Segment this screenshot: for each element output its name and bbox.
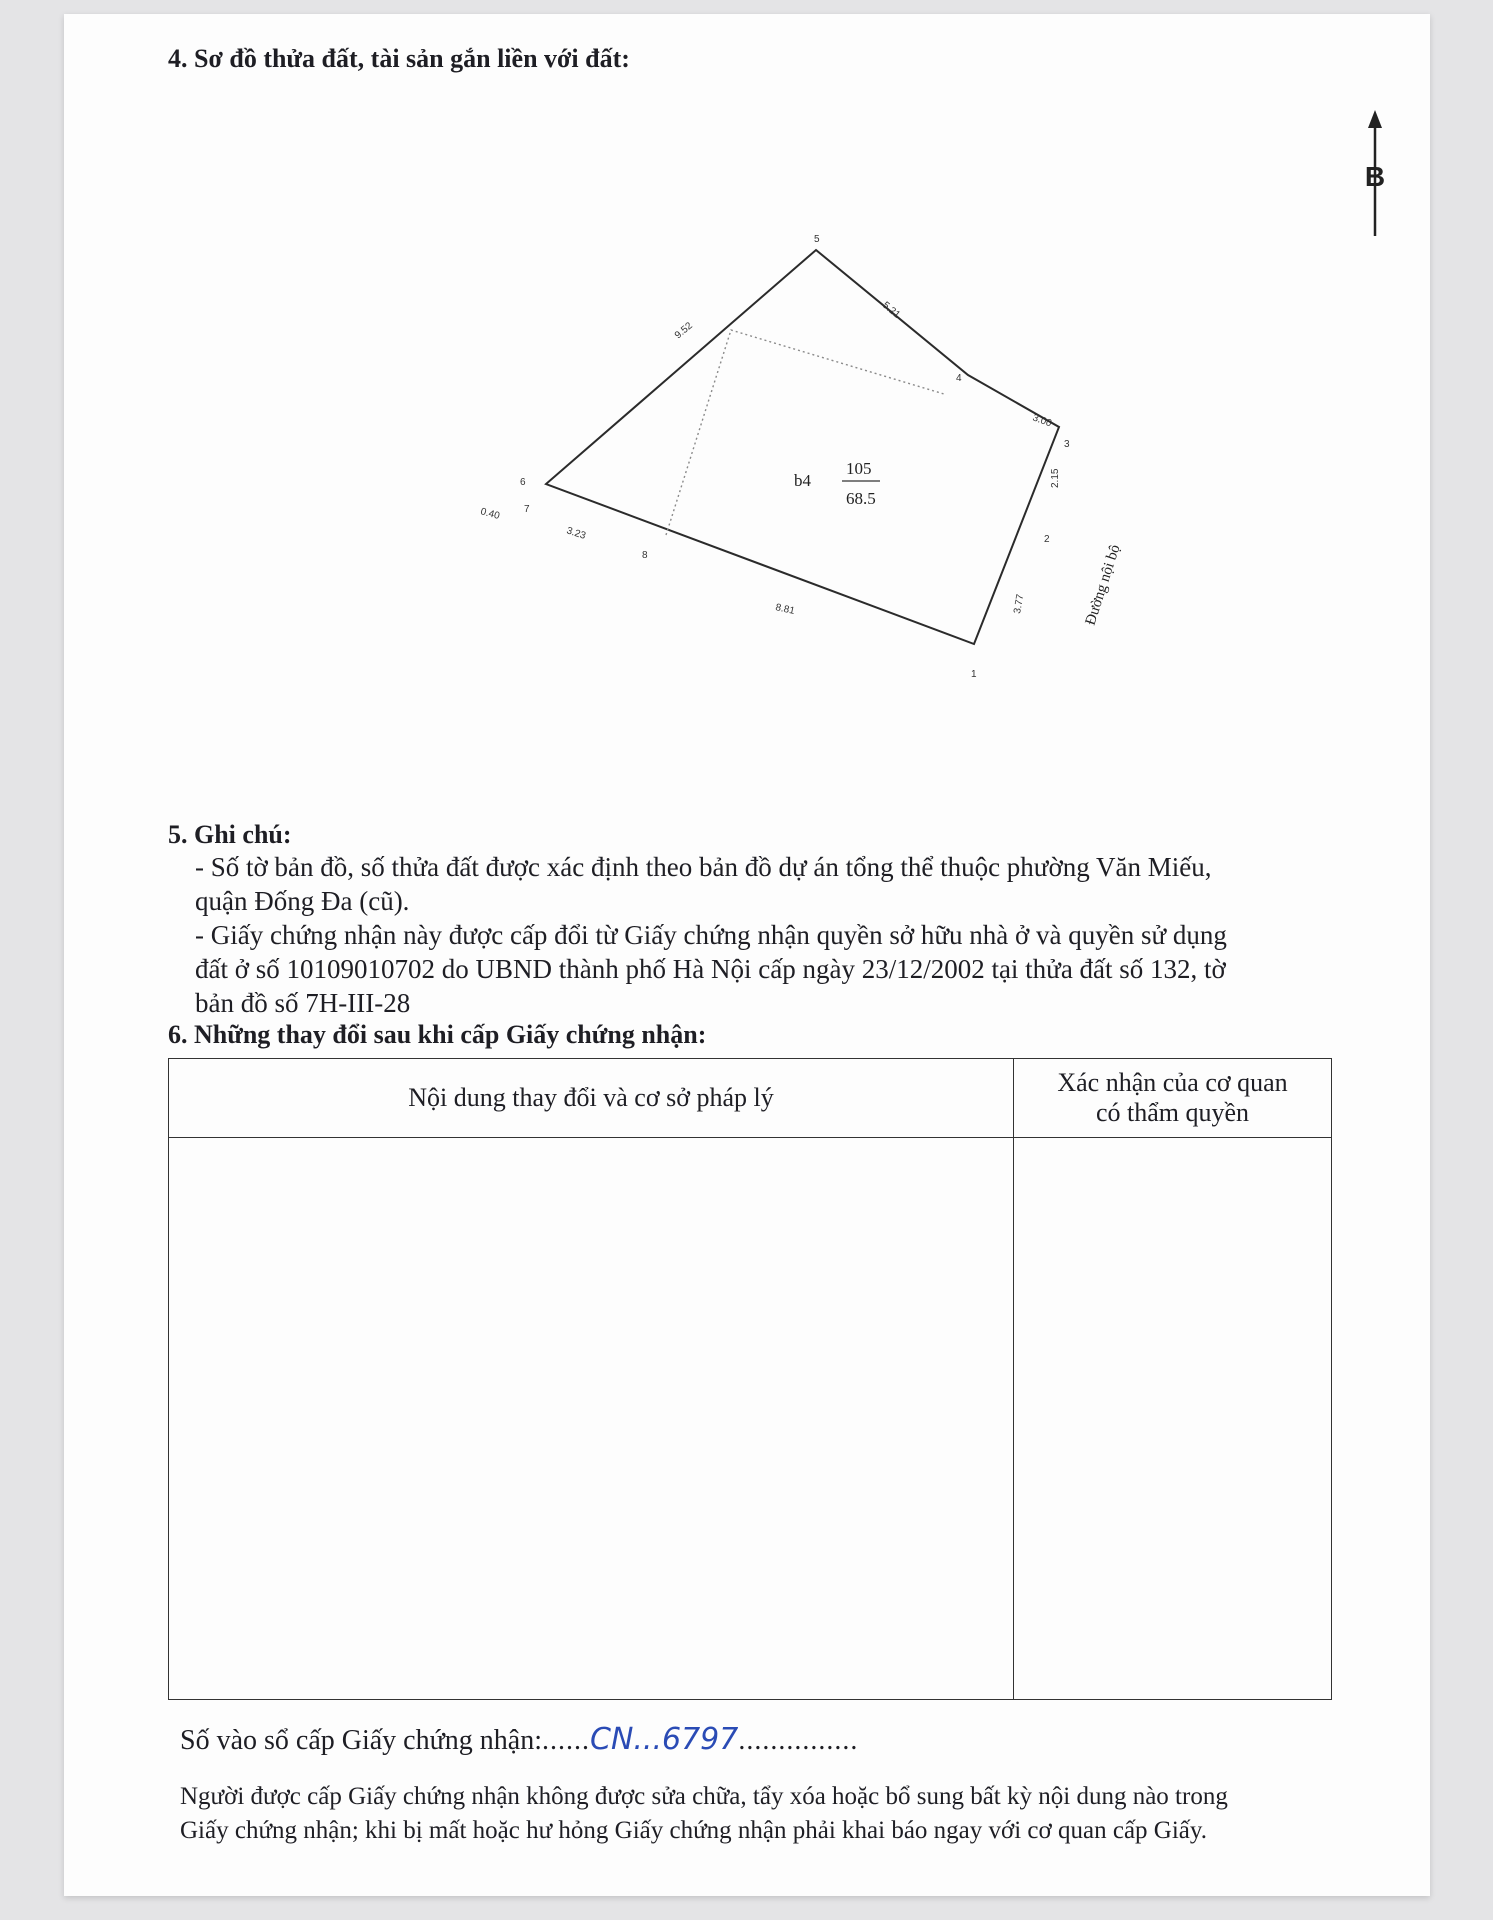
column-header-confirmation [1014, 1059, 1332, 1138]
edge-5-4: 5.21 [880, 299, 903, 321]
north-arrow [1365, 110, 1385, 236]
point-7: 7 [524, 504, 530, 515]
edge-8-7: 3.23 [565, 525, 587, 542]
land-plot-diagram [64, 14, 1430, 774]
section6-title: 6. Những thay đổi sau khi cấp Giấy chứng nhận: [168, 1020, 707, 1049]
plot-boundary [546, 250, 1059, 644]
parcel-label: b4 [794, 471, 811, 490]
point-6: 6 [520, 477, 526, 488]
edge-2-1: 3.77 [1012, 593, 1027, 615]
point-4: 4 [956, 373, 962, 384]
confirmation-cell [1014, 1138, 1332, 1700]
edge-7-6: 0.40 [479, 506, 501, 522]
column-header-changes: Nội dung thay đổi và cơ sở pháp lý [169, 1059, 1014, 1138]
warning-line-1: Người được cấp Giấy chứng nhận không được sửa chữa, tẩy xóa hoặc bổ sung bất kỳ nội dung nào trong [180, 1783, 1228, 1810]
parcel-number: 105 [846, 459, 872, 478]
note-line: - Giấy chứng nhận này được cấp đổi từ Giấy chứng nhận quyền sở hữu nhà ở và quyền sử dụng [195, 920, 1227, 950]
edge-3-2: 2.15 [1050, 468, 1061, 488]
section5-title: 5. Ghi chú: [168, 820, 292, 849]
building-outline [666, 330, 944, 535]
note-line: - Số tờ bản đồ, số thửa đất được xác định theo bản đồ dự án tổng thể thuộc phường Văn Miếu, [195, 852, 1212, 882]
edge-4-3: 3.00 [1030, 412, 1054, 430]
registration-dots-after: ............... [738, 1725, 859, 1756]
edge-1-8: 8.81 [774, 602, 796, 617]
col2-line2: có thẩm quyền [1095, 1098, 1250, 1127]
north-label: B [1364, 161, 1386, 192]
notes-block [195, 850, 1345, 1020]
changes-table [168, 1058, 1332, 1700]
edge-5-6: 9.52 [672, 320, 695, 342]
registration-dots-before: ...... [542, 1725, 590, 1756]
registration-number: CN...6797 [590, 1722, 739, 1757]
warning-note [180, 1780, 1340, 1848]
note-line: đất ở số 10109010702 do UBND thành phố Hà Nội cấp ngày 23/12/2002 tại thửa đất số 132, tờ [195, 954, 1226, 984]
parcel-area: 68.5 [846, 489, 876, 508]
note-line: quận Đống Đa (cũ). [195, 886, 410, 916]
section4-title: 4. Sơ đồ thửa đất, tài sản gắn liền với đất: [168, 44, 630, 73]
point-2: 2 [1044, 534, 1050, 545]
changes-cell [169, 1138, 1014, 1700]
warning-line-2: Giấy chứng nhận; khi bị mất hoặc hư hỏng Giấy chứng nhận phải khai báo ngay với cơ quan cấp Giấy. [180, 1817, 1208, 1844]
point-1: 1 [971, 669, 977, 680]
registration-label: Số vào sổ cấp Giấy chứng nhận: [180, 1725, 542, 1756]
certificate-page [64, 14, 1430, 1896]
point-5: 5 [814, 234, 820, 245]
road-label: Đường nội bộ [1082, 542, 1124, 628]
registration-line [180, 1722, 858, 1757]
point-3: 3 [1064, 439, 1070, 450]
point-8: 8 [642, 550, 648, 561]
note-line: bản đồ số 7H-III-28 [195, 988, 411, 1018]
col2-line1: Xác nhận của cơ quan [1057, 1068, 1288, 1097]
